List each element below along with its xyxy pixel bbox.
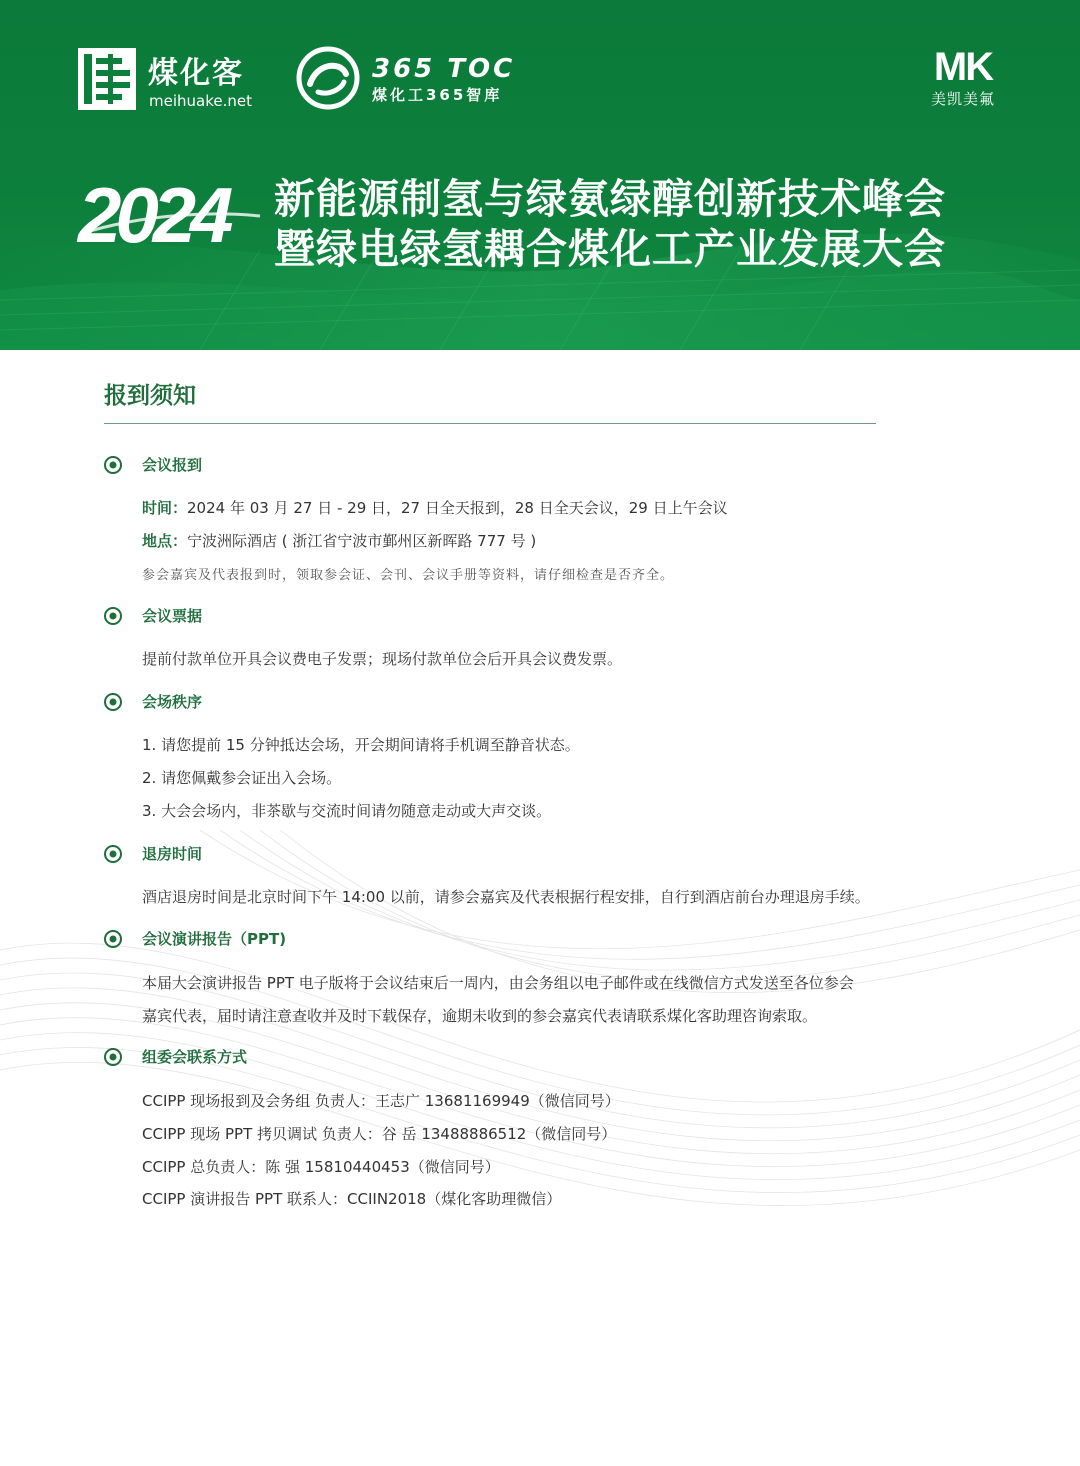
contact-item-1: CCIPP 现场报到及会务组 负责人：王志广 13681169949（微信同号） xyxy=(142,1092,620,1110)
registration-place xyxy=(142,530,536,551)
order-title: 会场秩序 xyxy=(142,693,203,711)
order-item-1: 1. 请您提前 15 分钟抵达会场，开会期间请将手机调至静音状态。 xyxy=(142,736,580,754)
event-title xyxy=(274,174,1034,274)
registration-title: 会议报到 xyxy=(142,456,203,474)
section-registration xyxy=(104,454,904,583)
contact-item-3: CCIPP 总负责人：陈 强 15810440453（微信同号） xyxy=(142,1158,500,1176)
bullet-icon xyxy=(104,1048,122,1066)
event-year: 2024 xyxy=(78,171,228,259)
section-heading: 报到须知 xyxy=(104,383,196,409)
mk-name: MK xyxy=(933,45,993,89)
order-item-3: 3. 大会会场内，非茶歇与交流时间请勿随意走动或大声交谈。 xyxy=(142,802,552,820)
place-value: 宁波洲际酒店 ( 浙江省宁波市鄞州区新晖路 777 号 ) xyxy=(187,532,537,550)
section-contact xyxy=(104,1046,904,1208)
toc-name: 365 TOC xyxy=(372,54,516,84)
meihuake-logo-icon xyxy=(78,48,136,110)
header-banner xyxy=(0,0,1080,350)
time-value: 2024 年 03 月 27 日 - 29 日，27 日全天报到，28 日全天会议，29 日上午会议 xyxy=(187,499,728,517)
place-label: 地点： xyxy=(142,532,188,550)
section-invoice xyxy=(104,605,904,668)
toc-subtitle: 煤化工365智库 xyxy=(372,86,503,104)
event-title-line-2: 暨绿电绿氢耦合煤化工产业发展大会 xyxy=(274,225,946,273)
contact-title: 组委会联系方式 xyxy=(142,1048,248,1066)
registration-note: 参会嘉宾及代表报到时，领取参会证、会刊、会议手册等资料，请仔细检查是否齐全。 xyxy=(142,568,675,583)
meihuake-name: 煤化客 xyxy=(148,56,244,91)
mk-logo xyxy=(918,46,1008,112)
ppt-title: 会议演讲报告（PPT) xyxy=(142,930,287,948)
bullet-icon xyxy=(104,456,122,474)
heading-divider xyxy=(104,423,876,424)
event-title-line-1: 新能源制氢与绿氨绿醇创新技术峰会 xyxy=(274,175,946,223)
meihuake-domain: meihuake.net xyxy=(149,92,252,110)
ppt-text-line-1: 本届大会演讲报告 PPT 电子版将于会议结束后一周内，由会务组以电子邮件或在线微信方式发送至各位参会 xyxy=(142,974,854,992)
invoice-title: 会议票据 xyxy=(142,607,203,625)
bullet-icon xyxy=(104,845,122,863)
invoice-text: 提前付款单位开具会议费电子发票；现场付款单位会后开具会议费发票。 xyxy=(142,650,623,668)
mk-subtitle: 美凯美氟 xyxy=(930,90,995,108)
section-order xyxy=(104,691,904,820)
section-checkout xyxy=(104,843,904,906)
year-swoosh-decoration xyxy=(70,172,270,252)
bullet-icon xyxy=(104,930,122,948)
order-item-2: 2. 请您佩戴参会证出入会场。 xyxy=(142,769,342,787)
registration-time xyxy=(142,497,728,518)
bullet-icon xyxy=(104,607,122,625)
toc-logo-icon xyxy=(296,46,360,110)
checkout-title: 退房时间 xyxy=(142,845,203,863)
bullet-icon xyxy=(104,693,122,711)
contact-item-2: CCIPP 现场 PPT 拷贝调试 负责人：谷 岳 13488886512（微信同号） xyxy=(142,1125,617,1143)
time-label: 时间： xyxy=(142,499,188,517)
toc-logo xyxy=(296,46,526,110)
meihuake-logo xyxy=(78,48,258,112)
checkout-text: 酒店退房时间是北京时间下午 14:00 以前，请参会嘉宾及代表根据行程安排，自行到酒店前台办理退房手续。 xyxy=(142,888,870,906)
contact-item-4: CCIPP 演讲报告 PPT 联系人：CCIIN2018（煤化客助理微信） xyxy=(142,1190,562,1208)
ppt-text-line-2: 嘉宾代表，届时请注意查收并及时下载保存，逾期未收到的参会嘉宾代表请联系煤化客助理咨询索取。 xyxy=(142,1007,818,1025)
section-ppt xyxy=(104,928,904,1025)
